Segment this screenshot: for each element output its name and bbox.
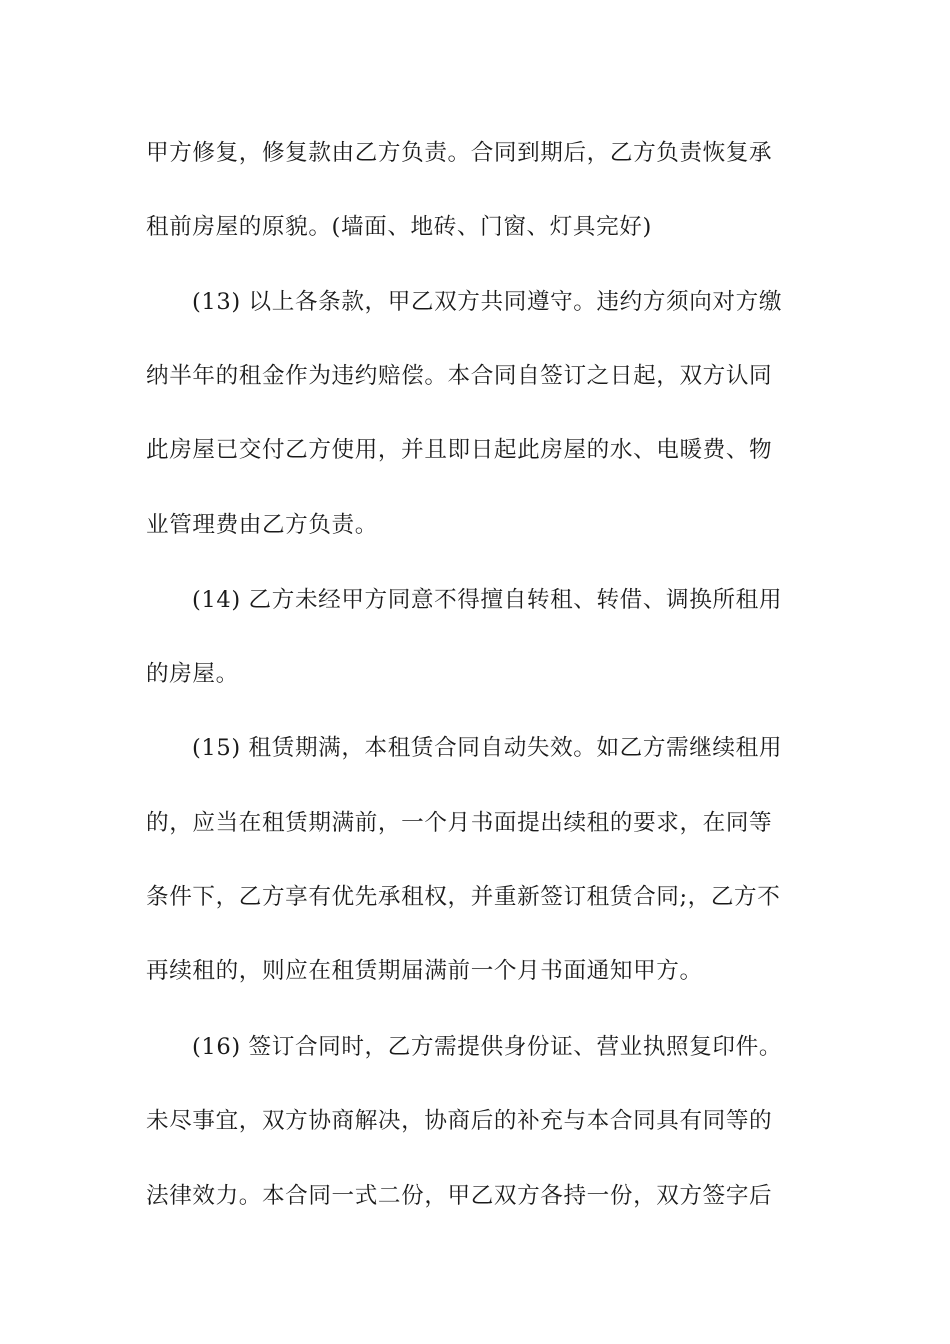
- text-line: 此房屋已交付乙方使用，并且即日起此房屋的水、电暖费、物: [146, 437, 773, 463]
- text-line: 租前房屋的原貌。(墙面、地砖、门窗、灯具完好): [146, 214, 652, 240]
- clause-14-start: (14) 乙方未经甲方同意不得擅自转租、转借、调换所租用: [192, 587, 783, 613]
- text-line: 条件下，乙方享有优先承租权，并重新签订租赁合同;，乙方不: [146, 884, 781, 910]
- text-line: 未尽事宜，双方协商解决，协商后的补充与本合同具有同等的: [146, 1108, 773, 1134]
- text-line: 纳半年的租金作为违约赔偿。本合同自签订之日起，双方认同: [146, 363, 773, 389]
- clause-13-start: (13) 以上各条款，甲乙双方共同遵守。违约方须向对方缴: [192, 289, 783, 315]
- clause-16-start: (16) 签订合同时，乙方需提供身份证、营业执照复印件。: [192, 1034, 783, 1060]
- text-line: 甲方修复，修复款由乙方负责。合同到期后，乙方负责恢复承: [146, 140, 773, 166]
- text-line: 再续租的，则应在租赁期届满前一个月书面通知甲方。: [146, 958, 703, 984]
- text-line: 法律效力。本合同一式二份，甲乙双方各持一份，双方签字后: [146, 1183, 773, 1209]
- text-line: 的，应当在租赁期满前，一个月书面提出续租的要求，在同等: [146, 810, 773, 836]
- text-line: 的房屋。: [146, 661, 239, 687]
- text-line: 业管理费由乙方负责。: [146, 512, 378, 538]
- clause-15-start: (15) 租赁期满，本租赁合同自动失效。如乙方需继续租用: [192, 735, 783, 761]
